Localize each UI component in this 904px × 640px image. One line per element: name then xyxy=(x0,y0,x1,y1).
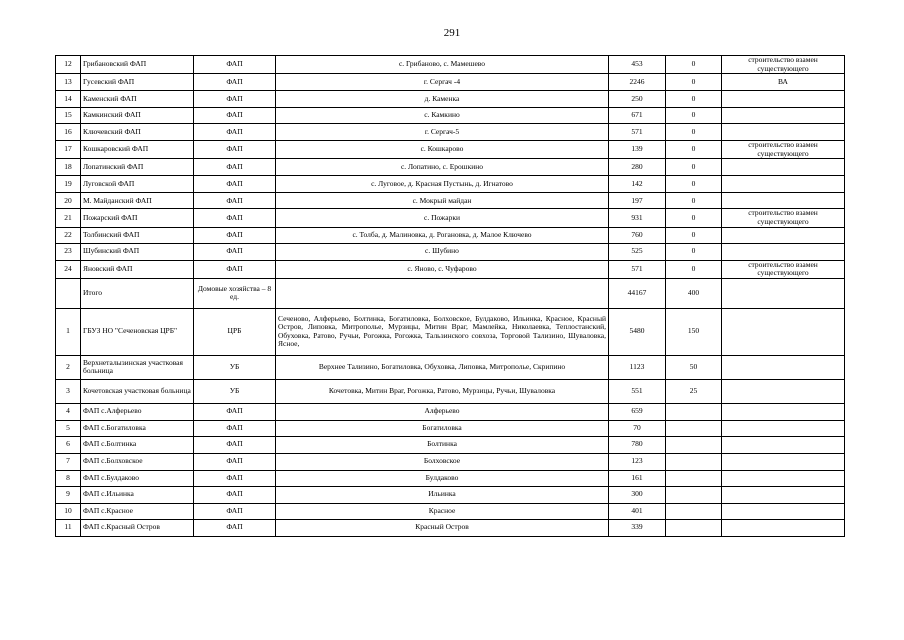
row-number: 22 xyxy=(56,227,81,243)
table-row xyxy=(56,124,845,141)
service-area: г. Сергач-5 xyxy=(276,124,609,141)
facility-name: ФАП с.Красное xyxy=(81,503,194,519)
facility-type: ФАП xyxy=(194,486,276,503)
population: 671 xyxy=(609,108,666,124)
table-row xyxy=(56,209,845,227)
service-area: с. Кошкарово xyxy=(276,141,609,159)
facility-type: ФАП xyxy=(194,227,276,243)
row-number: 7 xyxy=(56,453,81,470)
row-number: 16 xyxy=(56,124,81,141)
service-area: Болтинка xyxy=(276,436,609,453)
facility-name: Камкинский ФАП xyxy=(81,108,194,124)
facility-name: ФАП с.Ильинка xyxy=(81,486,194,503)
row-number: 8 xyxy=(56,470,81,486)
table-row xyxy=(56,486,845,503)
note xyxy=(722,420,845,436)
service-area: с. Грибаново, с. Мамешево xyxy=(276,56,609,74)
facility-type: ФАП xyxy=(194,176,276,193)
note xyxy=(722,486,845,503)
facility-type: ФАП xyxy=(194,453,276,470)
note xyxy=(722,124,845,141)
facility-name: Толбинский ФАП xyxy=(81,227,194,243)
note xyxy=(722,278,845,308)
value xyxy=(666,519,722,536)
table-row xyxy=(56,503,845,519)
facility-type: УБ xyxy=(194,355,276,379)
population: 250 xyxy=(609,91,666,108)
note xyxy=(722,503,845,519)
table-row xyxy=(56,74,845,91)
row-number: 15 xyxy=(56,108,81,124)
population: 401 xyxy=(609,503,666,519)
service-area: д. Каменка xyxy=(276,91,609,108)
population: 280 xyxy=(609,159,666,176)
row-number: 24 xyxy=(56,260,81,278)
table-row xyxy=(56,108,845,124)
facility-type: ФАП xyxy=(194,124,276,141)
population: 1123 xyxy=(609,355,666,379)
note xyxy=(722,108,845,124)
value: 0 xyxy=(666,141,722,159)
population: 551 xyxy=(609,379,666,403)
population: 142 xyxy=(609,176,666,193)
facility-type: ФАП xyxy=(194,209,276,227)
facility-name: Каменский ФАП xyxy=(81,91,194,108)
facility-name: Итого xyxy=(81,278,194,308)
value xyxy=(666,436,722,453)
table-row xyxy=(56,436,845,453)
facility-type: ФАП xyxy=(194,193,276,209)
facility-type: ФАП xyxy=(194,420,276,436)
value: 50 xyxy=(666,355,722,379)
table-row xyxy=(56,470,845,486)
value: 400 xyxy=(666,278,722,308)
note xyxy=(722,176,845,193)
table-row xyxy=(56,227,845,243)
population: 139 xyxy=(609,141,666,159)
facility-type: ФАП xyxy=(194,260,276,278)
facility-type: ФАП xyxy=(194,108,276,124)
facility-type: УБ xyxy=(194,379,276,403)
service-area: Красное xyxy=(276,503,609,519)
value xyxy=(666,486,722,503)
population: 161 xyxy=(609,470,666,486)
population: 571 xyxy=(609,124,666,141)
service-area: Красный Остров xyxy=(276,519,609,536)
row-number: 17 xyxy=(56,141,81,159)
value: 0 xyxy=(666,176,722,193)
note xyxy=(722,379,845,403)
note xyxy=(722,519,845,536)
population: 123 xyxy=(609,453,666,470)
table-row xyxy=(56,420,845,436)
value: 0 xyxy=(666,91,722,108)
note xyxy=(722,243,845,260)
service-area: Богатиловка xyxy=(276,420,609,436)
value: 0 xyxy=(666,56,722,74)
table-row xyxy=(56,176,845,193)
row-number: 3 xyxy=(56,379,81,403)
row-number: 4 xyxy=(56,403,81,420)
facility-name: ФАП с.Болховское xyxy=(81,453,194,470)
row-number: 11 xyxy=(56,519,81,536)
row-number: 12 xyxy=(56,56,81,74)
service-area: с. Пожарки xyxy=(276,209,609,227)
value xyxy=(666,453,722,470)
population: 525 xyxy=(609,243,666,260)
facility-name: ФАП с.Красный Остров xyxy=(81,519,194,536)
row-number: 21 xyxy=(56,209,81,227)
service-area: с. Шубино xyxy=(276,243,609,260)
table-row xyxy=(56,519,845,536)
note xyxy=(722,355,845,379)
population: 5480 xyxy=(609,308,666,355)
facility-name: ГБУЗ НО "Сеченовская ЦРБ" xyxy=(81,308,194,355)
population: 760 xyxy=(609,227,666,243)
row-number: 23 xyxy=(56,243,81,260)
table-row xyxy=(56,453,845,470)
population: 300 xyxy=(609,486,666,503)
facility-type: ЦРБ xyxy=(194,308,276,355)
note xyxy=(722,436,845,453)
population: 2246 xyxy=(609,74,666,91)
note xyxy=(722,227,845,243)
facility-type: ФАП xyxy=(194,436,276,453)
value xyxy=(666,420,722,436)
facility-name: Гусевский ФАП xyxy=(81,74,194,91)
population: 70 xyxy=(609,420,666,436)
note xyxy=(722,308,845,355)
service-area: с. Толба, д. Малиновка, д. Рогановка, д. Малое Ключево xyxy=(276,227,609,243)
facility-type: ФАП xyxy=(194,470,276,486)
page-number: 291 xyxy=(443,27,461,39)
note xyxy=(722,193,845,209)
population: 197 xyxy=(609,193,666,209)
value: 0 xyxy=(666,243,722,260)
service-area: Сеченово, Алферьево, Болтинка, Богатиловка, Болховское, Булдаково, Ильинка, Красное, Красный Остров, Липовка, Митрополье, Мурзицы, Митин Враг, Мамлейка, Николаевка, Теплостанский, Обуховка, Ратово, Ручьи, Рогожка, Рогожка, Тальзинского совхоза, Торговой Тализино, Шуваловка, Ясное, xyxy=(276,308,609,355)
table-row xyxy=(56,379,845,403)
facility-type: ФАП xyxy=(194,159,276,176)
facility-type: ФАП xyxy=(194,403,276,420)
service-area: с. Лопатино, с. Ерошкино xyxy=(276,159,609,176)
table-row xyxy=(56,403,845,420)
facility-type: ФАП xyxy=(194,519,276,536)
service-area: Болховское xyxy=(276,453,609,470)
note xyxy=(722,403,845,420)
facility-name: ФАП с.Булдаково xyxy=(81,470,194,486)
value: 0 xyxy=(666,193,722,209)
note xyxy=(722,91,845,108)
value xyxy=(666,403,722,420)
population: 780 xyxy=(609,436,666,453)
row-number: 14 xyxy=(56,91,81,108)
value: 0 xyxy=(666,159,722,176)
service-area: Верхнее Тализино, Богатиловка, Обуховка, Липовка, Митрополье, Скрипино xyxy=(276,355,609,379)
value: 25 xyxy=(666,379,722,403)
table-row xyxy=(56,193,845,209)
row-number: 2 xyxy=(56,355,81,379)
facility-name: Яновский ФАП xyxy=(81,260,194,278)
service-area: Ильинка xyxy=(276,486,609,503)
facility-name: Лопатинский ФАП xyxy=(81,159,194,176)
value: 0 xyxy=(666,227,722,243)
service-area: с. Камкино xyxy=(276,108,609,124)
value: 0 xyxy=(666,260,722,278)
row-number: 18 xyxy=(56,159,81,176)
service-area: г. Сергач -4 xyxy=(276,74,609,91)
value: 0 xyxy=(666,209,722,227)
row-number: 9 xyxy=(56,486,81,503)
service-area xyxy=(276,278,609,308)
total-row xyxy=(56,278,845,308)
facility-name: Пожарский ФАП xyxy=(81,209,194,227)
facilities-table xyxy=(55,55,845,537)
note: строительство взамен существующего xyxy=(722,56,845,74)
facility-name: Верхнеталызинская участковая больница xyxy=(81,355,194,379)
facility-name: Кочетовская участковая больница xyxy=(81,379,194,403)
service-area: с. Луговое, д. Красная Пустынь, д. Игнатово xyxy=(276,176,609,193)
row-number: 5 xyxy=(56,420,81,436)
value: 150 xyxy=(666,308,722,355)
facility-type: ФАП xyxy=(194,243,276,260)
facility-name: Луговской ФАП xyxy=(81,176,194,193)
population: 453 xyxy=(609,56,666,74)
table-row xyxy=(56,56,845,74)
population: 44167 xyxy=(609,278,666,308)
table-row xyxy=(56,159,845,176)
facility-name: Кошкаровский ФАП xyxy=(81,141,194,159)
row-number: 13 xyxy=(56,74,81,91)
note: строительство взамен существующего xyxy=(722,141,845,159)
population: 571 xyxy=(609,260,666,278)
facility-type: ФАП xyxy=(194,141,276,159)
facility-name: ФАП с.Болтинка xyxy=(81,436,194,453)
service-area: с. Яново, с. Чуфарово xyxy=(276,260,609,278)
note: строительство взамен существующего xyxy=(722,209,845,227)
facility-name: Грибановский ФАП xyxy=(81,56,194,74)
table-row xyxy=(56,260,845,278)
row-number: 19 xyxy=(56,176,81,193)
facility-type: Домовые хозяйства – 8 ед. xyxy=(194,278,276,308)
row-number: 1 xyxy=(56,308,81,355)
facility-type: ФАП xyxy=(194,56,276,74)
row-number: 20 xyxy=(56,193,81,209)
facility-type: ФАП xyxy=(194,74,276,91)
facility-name: Ключевский ФАП xyxy=(81,124,194,141)
table-row xyxy=(56,141,845,159)
service-area: Кочетовка, Митин Враг, Рогожка, Ратово, Мурзицы, Ручьи, Шуваловка xyxy=(276,379,609,403)
row-number: 6 xyxy=(56,436,81,453)
value: 0 xyxy=(666,108,722,124)
value xyxy=(666,470,722,486)
table-row xyxy=(56,308,845,355)
service-area: Алферьево xyxy=(276,403,609,420)
table-row xyxy=(56,243,845,260)
facility-type: ФАП xyxy=(194,91,276,108)
note: строительство взамен существующего xyxy=(722,260,845,278)
service-area: Булдаково xyxy=(276,470,609,486)
service-area: с. Мокрый майдан xyxy=(276,193,609,209)
row-number xyxy=(56,278,81,308)
row-number: 10 xyxy=(56,503,81,519)
note xyxy=(722,159,845,176)
table-row xyxy=(56,91,845,108)
value: 0 xyxy=(666,124,722,141)
note xyxy=(722,470,845,486)
population: 659 xyxy=(609,403,666,420)
facility-name: ФАП с.Алферьево xyxy=(81,403,194,420)
table-row xyxy=(56,355,845,379)
facility-name: М. Майданский ФАП xyxy=(81,193,194,209)
population: 339 xyxy=(609,519,666,536)
value: 0 xyxy=(666,74,722,91)
facility-name: Шубинский ФАП xyxy=(81,243,194,260)
value xyxy=(666,503,722,519)
note xyxy=(722,453,845,470)
note: ВА xyxy=(722,74,845,91)
facility-type: ФАП xyxy=(194,503,276,519)
population: 931 xyxy=(609,209,666,227)
facility-name: ФАП с.Богатиловка xyxy=(81,420,194,436)
